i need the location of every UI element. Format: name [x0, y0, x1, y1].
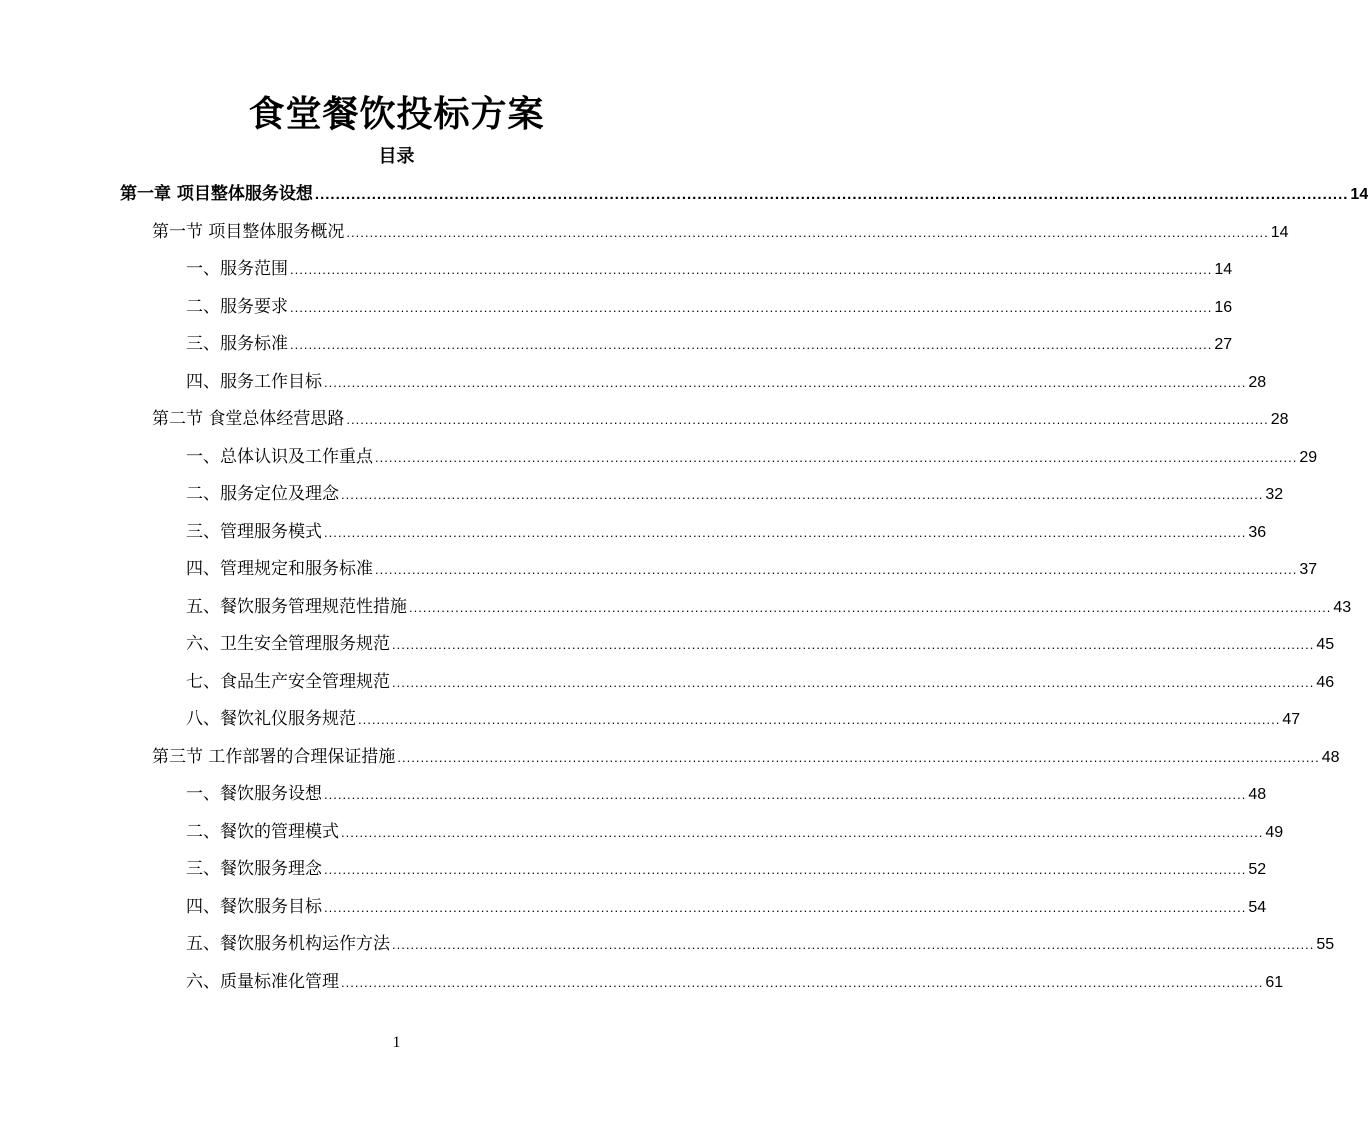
toc-chapter-entry[interactable] [120, 178, 1368, 216]
toc-dot-leader: ........................................................................................................................................................................................................ [392, 637, 1315, 652]
toc-entry-label: 第一节 项目整体服务概况 [152, 221, 345, 242]
toc-subsection-entry[interactable] [186, 816, 1284, 854]
toc-entry-label: 五、餐饮服务管理规范性措施 [186, 596, 407, 617]
toc-entry-label: 四、管理规定和服务标准 [186, 559, 373, 579]
toc-subsection-entry[interactable] [186, 328, 1233, 366]
toc-section-entry[interactable] [152, 216, 1289, 254]
toc-entry-label: 八、餐饮礼仪服务规范 [186, 709, 356, 729]
toc-subsection-entry[interactable] [186, 516, 1267, 554]
toc-subsection-entry[interactable] [186, 366, 1267, 404]
toc-section-entry[interactable] [152, 741, 1340, 779]
toc-entry-label: 三、服务标准 [186, 334, 288, 354]
toc-subsection-entry[interactable] [186, 253, 1233, 291]
toc-entry-label: 第一章 项目整体服务设想 [120, 184, 313, 204]
toc-subsection-entry[interactable] [186, 478, 1284, 516]
toc-dot-leader: ........................................................................................................................................................................................................ [324, 374, 1247, 390]
toc-entry-page-number: 29 [1299, 448, 1318, 466]
document-title: 食堂餐饮投标方案 [248, 94, 545, 135]
toc-entry-label: 二、餐饮的管理模式 [186, 821, 339, 842]
toc-dot-leader: ........................................................................................................................................................................................................ [346, 412, 1269, 427]
toc-dot-leader: ........................................................................................................................................................................................................ [290, 299, 1213, 315]
toc-subsection-entry[interactable] [186, 891, 1267, 929]
toc-entry-label: 二、服务要求 [186, 296, 288, 317]
toc-entry-page-number: 32 [1265, 486, 1284, 503]
toc-entry-page-number: 55 [1316, 936, 1335, 953]
toc-entry-page-number: 48 [1321, 748, 1340, 766]
toc-dot-leader: ........................................................................................................................................................................................................ [324, 862, 1247, 877]
toc-dot-leader: ........................................................................................................................................................................................................ [290, 262, 1213, 277]
toc-dot-leader: ........................................................................................................................................................................................................ [324, 787, 1247, 802]
toc-dot-leader: ........................................................................................................................................................................................................ [346, 224, 1269, 240]
toc-entry-label: 一、服务范围 [186, 259, 288, 279]
toc-subsection-entry[interactable] [186, 966, 1284, 1004]
toc-entry-label: 五、餐饮服务机构运作方法 [186, 934, 390, 954]
toc-dot-leader: ........................................................................................................................................................................................................ [392, 674, 1315, 690]
toc-dot-leader: ........................................................................................................................................................................................................ [290, 337, 1213, 352]
toc-entry-page-number: 37 [1299, 561, 1318, 578]
toc-entry-label: 六、质量标准化管理 [186, 971, 339, 992]
page-number: 1 [392, 1034, 401, 1051]
toc-subsection-entry[interactable] [186, 778, 1267, 816]
toc-subsection-entry[interactable] [186, 628, 1335, 666]
toc-entry-label: 七、食品生产安全管理规范 [186, 671, 390, 692]
toc-entry-page-number: 52 [1248, 861, 1267, 878]
toc-entry-label: 四、餐饮服务目标 [186, 896, 322, 917]
toc-entry-label: 一、餐饮服务设想 [186, 784, 322, 804]
toc-subsection-entry[interactable] [186, 703, 1301, 741]
toc-entry-label: 三、餐饮服务理念 [186, 859, 322, 879]
toc-entry-page-number: 28 [1248, 373, 1267, 391]
toc-heading: 目录 [378, 146, 415, 167]
toc-dot-leader: ........................................................................................................................................................................................................ [341, 974, 1264, 990]
toc-dot-leader: ........................................................................................................................................................................................................ [392, 937, 1315, 952]
toc-entry-page-number: 16 [1214, 298, 1233, 316]
toc-entry-page-number: 14 [1270, 223, 1289, 241]
toc-entry-page-number: 14 [1214, 261, 1233, 278]
toc-dot-leader: ........................................................................................................................................................................................................ [375, 449, 1298, 465]
toc-entry-label: 六、卫生安全管理服务规范 [186, 634, 390, 654]
toc-entry-label: 一、总体认识及工作重点 [186, 446, 373, 467]
toc-entry-label: 第三节 工作部署的合理保证措施 [152, 746, 396, 767]
toc-dot-leader: ........................................................................................................................................................................................................ [314, 186, 1349, 203]
toc-dot-leader: ........................................................................................................................................................................................................ [358, 712, 1281, 727]
toc-dot-leader: ........................................................................................................................................................................................................ [397, 749, 1320, 765]
toc-entry-page-number: 28 [1270, 411, 1289, 428]
toc-subsection-entry[interactable] [186, 441, 1318, 479]
toc-dot-leader: ........................................................................................................................................................................................................ [341, 824, 1264, 840]
toc-section-entry[interactable] [152, 403, 1289, 441]
toc-entry-page-number: 27 [1214, 336, 1233, 353]
toc-dot-leader: ........................................................................................................................................................................................................ [375, 562, 1298, 577]
toc-entry-label: 四、服务工作目标 [186, 371, 322, 392]
toc-dot-leader: ........................................................................................................................................................................................................ [341, 487, 1264, 502]
toc-entry-page-number: 48 [1248, 786, 1267, 803]
toc-dot-leader: ........................................................................................................................................................................................................ [324, 899, 1247, 915]
toc-entry-label: 三、管理服务模式 [186, 521, 322, 542]
toc-entry-label: 第二节 食堂总体经营思路 [152, 409, 345, 429]
toc-entry-page-number: 45 [1316, 636, 1335, 653]
toc-subsection-entry[interactable] [186, 928, 1335, 966]
toc-entry-label: 二、服务定位及理念 [186, 484, 339, 504]
toc-entry-page-number: 49 [1265, 823, 1284, 841]
toc-entry-page-number: 46 [1316, 673, 1335, 691]
toc-entry-page-number: 54 [1248, 898, 1267, 916]
toc-dot-leader: ........................................................................................................................................................................................................ [324, 524, 1247, 540]
toc-entry-page-number: 14 [1350, 186, 1368, 203]
toc-dot-leader: ........................................................................................................................................................................................................ [409, 599, 1332, 615]
toc-entry-page-number: 36 [1248, 523, 1267, 541]
toc-entry-page-number: 43 [1333, 598, 1352, 616]
toc-subsection-entry[interactable] [186, 853, 1267, 891]
toc-subsection-entry[interactable] [186, 666, 1335, 704]
toc-subsection-entry[interactable] [186, 591, 1352, 629]
table-of-contents [0, 178, 1368, 1003]
toc-entry-page-number: 47 [1282, 711, 1301, 728]
toc-subsection-entry[interactable] [186, 291, 1233, 329]
toc-entry-page-number: 61 [1265, 973, 1284, 991]
toc-subsection-entry[interactable] [186, 553, 1318, 591]
